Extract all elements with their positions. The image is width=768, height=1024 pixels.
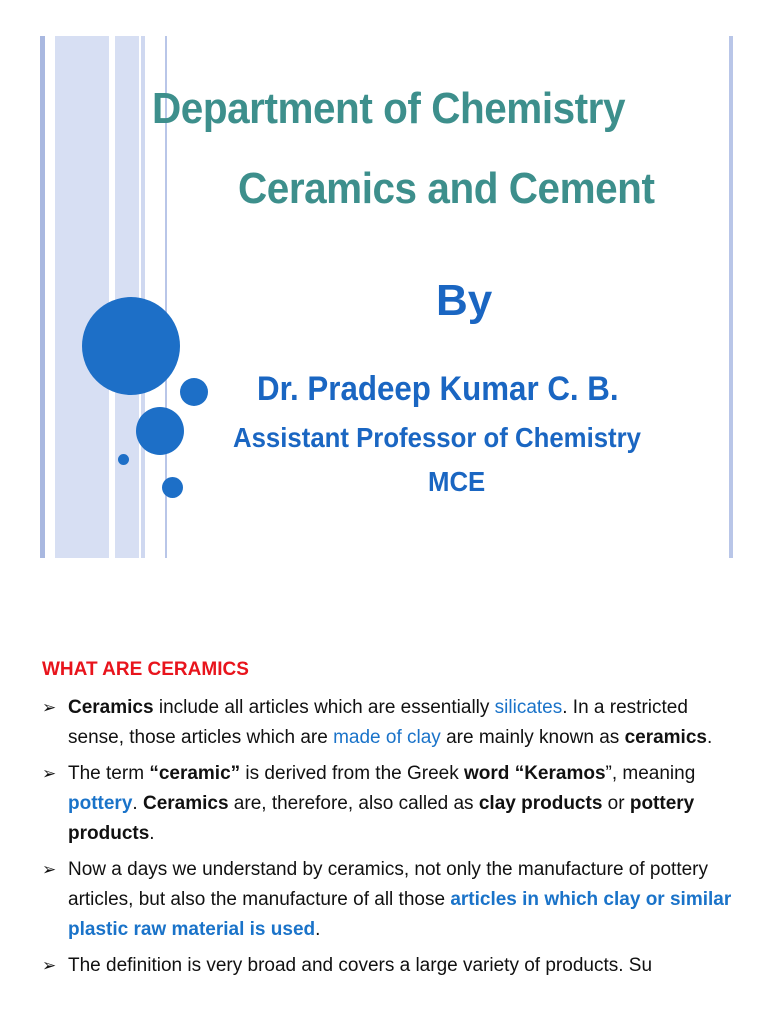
text-highlight-bold: articles in which clay or similar plastic raw material is used xyxy=(68,889,732,940)
text-span: include all articles which are essentially xyxy=(153,697,495,718)
text-span: . xyxy=(132,793,143,814)
arrow-bullet-icon: ➢ xyxy=(42,860,57,879)
decor-circle-medium xyxy=(136,407,184,455)
decor-circle xyxy=(180,378,208,406)
text-span: . xyxy=(149,823,155,844)
text-bold: word “Keramos xyxy=(464,763,606,784)
text-bold: ceramics xyxy=(624,727,707,748)
decor-circle xyxy=(162,477,183,498)
slide-author: Dr. Pradeep Kumar C. B. xyxy=(257,370,619,408)
decor-stripe xyxy=(45,36,55,558)
bullet-item-modern-meaning xyxy=(42,855,732,945)
text-span: . xyxy=(706,727,713,748)
text-span: are, therefore, also called as xyxy=(228,793,479,814)
text-bold: “ceramic” xyxy=(149,763,241,784)
slide-by: By xyxy=(436,276,493,325)
text-span: ”, meaning xyxy=(605,763,696,784)
text-highlight-bold: pottery xyxy=(68,793,133,814)
slide-author-role: Assistant Professor of Chemistry xyxy=(233,422,641,453)
section-heading: WHAT ARE CERAMICS xyxy=(42,659,249,680)
slide-institution: MCE xyxy=(428,466,486,497)
decor-circle-small xyxy=(118,454,129,465)
bullet-item-term-origin xyxy=(42,759,732,849)
text-highlight: made of clay xyxy=(333,727,441,748)
text-bold: Ceramics xyxy=(142,793,229,814)
text-bold: pottery products xyxy=(68,793,695,844)
text-span: . xyxy=(315,919,321,940)
text-span: are mainly known as xyxy=(440,727,625,748)
text-span: is derived from the Greek xyxy=(240,763,465,784)
text-span: . In a restricted sense, those articles which are xyxy=(68,697,688,748)
decor-stripe xyxy=(55,36,109,558)
arrow-bullet-icon: ➢ xyxy=(42,764,57,783)
decor-stripe xyxy=(141,36,145,558)
arrow-bullet-icon: ➢ xyxy=(42,956,57,975)
bullet-item-ceramics-definition xyxy=(42,693,732,753)
decor-line-right xyxy=(729,36,733,558)
slide-title-department: Department of Chemistry xyxy=(152,84,626,133)
slide-title-topic: Ceramics and Cement xyxy=(238,164,655,213)
text-span: or xyxy=(602,793,630,814)
arrow-bullet-icon: ➢ xyxy=(42,698,57,717)
text-highlight: silicates xyxy=(494,697,563,718)
text-span: Now a days we understand by ceramics, not only the manufacture of pottery articles, but also the manufacture of all those xyxy=(68,859,708,910)
text-span: The term xyxy=(68,763,150,784)
bullet-list xyxy=(42,693,732,987)
decor-circle-large xyxy=(82,297,180,395)
bullet-item-broad-definition xyxy=(42,951,732,981)
text-span: The definition is very broad and covers a large variety of products. Su xyxy=(68,955,653,976)
text-bold: Ceramics xyxy=(68,697,154,718)
text-bold: clay products xyxy=(478,793,603,814)
